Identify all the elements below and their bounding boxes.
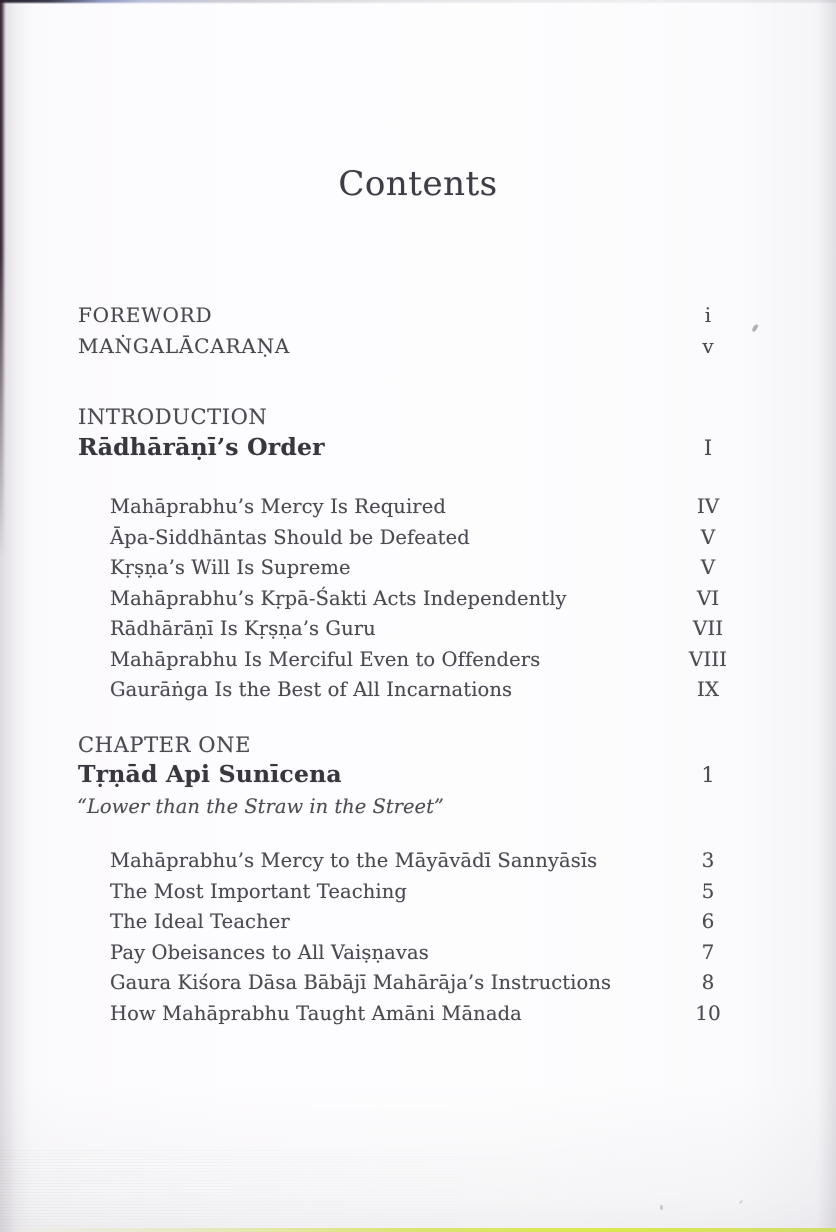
section-title-row-introduction [78, 433, 740, 461]
section-title: Tṛṇād Api Sunīcena [78, 760, 342, 788]
toc-row [78, 940, 740, 971]
toc-row [78, 494, 740, 525]
toc-entry-title: Gaurāṅga Is the Best of All Incarnations [110, 678, 513, 701]
toc-entry-title: FOREWORD [78, 303, 213, 327]
toc-entry-title: Pay Obeisances to All Vaiṣṇavas [110, 940, 429, 964]
toc-row [78, 647, 740, 678]
toc-row [78, 879, 740, 910]
toc-entry-page: VII [692, 616, 724, 640]
toc-entry-title: How Mahāprabhu Taught Amāni Mānada [110, 1001, 522, 1025]
toc-entry-page: IV [696, 494, 720, 518]
toc-entry-title: The Ideal Teacher [110, 910, 290, 933]
toc-entry-title: The Most Important Teaching [110, 879, 407, 903]
scan-bottom-edge-line [0, 1228, 836, 1232]
toc-row [78, 970, 740, 1001]
toc-entry-page: v [702, 334, 714, 358]
toc-row [78, 909, 740, 940]
toc-row-mangalacarana [78, 334, 740, 365]
toc-entry-page: 8 [701, 970, 715, 994]
page-title: Contents [338, 164, 498, 204]
toc-entry-page: 7 [701, 939, 715, 964]
toc-row-foreword [78, 303, 740, 334]
section-heading-introduction: INTRODUCTION [78, 405, 268, 429]
section-heading-chapter-one: CHAPTER ONE [78, 733, 252, 757]
toc-entry-page: VIII [688, 646, 728, 671]
section-title-row-chapter-one [78, 760, 740, 788]
scan-speck [751, 324, 758, 333]
toc-entry-page: i [704, 303, 712, 327]
toc-entry-page: VI [696, 585, 720, 610]
toc-row [78, 677, 740, 708]
scan-speck [660, 1205, 663, 1210]
toc-entry-title: Mahāprabhu Is Merciful Even to Offenders [110, 647, 541, 671]
toc-row [78, 555, 740, 586]
front-matter-list [78, 303, 740, 365]
introduction-items-list [78, 494, 740, 708]
section-page: 1 [701, 763, 715, 787]
toc-entry-title: MAṄGALĀCARAṆA [78, 334, 291, 358]
toc-row [78, 848, 740, 879]
scan-line-artifacts [0, 1150, 836, 1228]
toc-entry-title: Mahāprabhu’s Mercy Is Required [110, 495, 446, 518]
toc-entry-title: Rādhārāṇī Is Kṛṣṇa’s Guru [110, 617, 376, 640]
toc-entry-title: Mahāprabhu’s Kṛpā-Śakti Acts Independently [110, 586, 567, 610]
toc-row [78, 525, 740, 556]
scan-top-edge-shadow [0, 0, 836, 4]
toc-entry-title: Āpa-Siddhāntas Should be Defeated [110, 525, 470, 549]
toc-entry-page: 10 [695, 1000, 721, 1025]
section-title: Rādhārāṇī’s Order [78, 433, 325, 461]
toc-entry-page: 5 [701, 878, 715, 903]
toc-entry-page: 6 [701, 909, 715, 933]
toc-entry-page: V [700, 524, 716, 549]
section-page: I [703, 436, 713, 460]
toc-entry-title: Kṛṣṇa’s Will Is Supreme [110, 556, 351, 579]
toc-row [78, 586, 740, 617]
toc-entry-page: IX [696, 677, 720, 701]
toc-entry-title: Gaura Kiśora Dāsa Bābājī Mahārāja’s Instructions [110, 971, 612, 994]
section-subtitle: “Lower than the Straw in the Street” [77, 795, 444, 818]
toc-row [78, 616, 740, 647]
toc-entry-title: Mahāprabhu’s Mercy to the Māyāvādī Sannyāsīs [110, 849, 598, 872]
toc-row [78, 1001, 740, 1032]
toc-entry-page: V [700, 555, 716, 579]
chapter-one-items-list [78, 848, 740, 1031]
toc-entry-page: 3 [701, 848, 715, 872]
